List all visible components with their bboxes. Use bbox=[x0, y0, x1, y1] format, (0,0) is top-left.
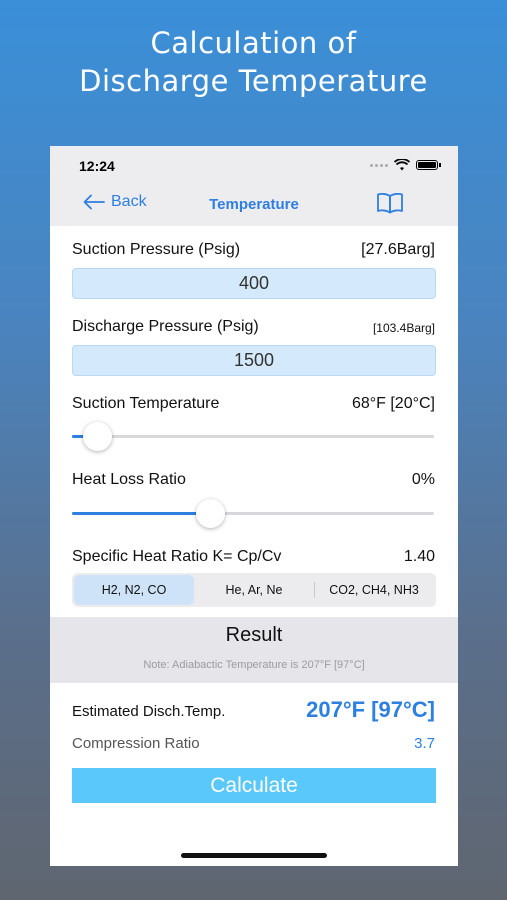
promo-headline bbox=[0, 24, 507, 100]
result-panel bbox=[50, 617, 458, 683]
home-indicator bbox=[181, 853, 327, 858]
wifi-icon bbox=[394, 159, 410, 171]
slider-thumb[interactable] bbox=[83, 422, 112, 451]
calculate-button[interactable]: Calculate bbox=[72, 768, 436, 803]
result-title: Result bbox=[225, 624, 283, 646]
status-bar bbox=[50, 146, 458, 186]
result-note: Note: Adiabactic Temperature is 207°F [97°C] bbox=[143, 659, 365, 671]
suction-pressure-converted: [27.6Barg] bbox=[361, 241, 435, 258]
status-time: 12:24 bbox=[79, 158, 115, 174]
gas-type-segmented-control bbox=[72, 573, 436, 607]
heat-loss-slider[interactable] bbox=[72, 512, 434, 515]
headline-line-1: Calculation of bbox=[150, 26, 357, 60]
suction-pressure-label: Suction Pressure (Psig) bbox=[72, 241, 241, 258]
specific-heat-label: Specific Heat Ratio K= Cp/Cv bbox=[72, 548, 282, 565]
suction-temperature-label: Suction Temperature bbox=[72, 395, 220, 412]
suction-pressure-input[interactable]: 400 bbox=[72, 268, 436, 299]
slider-thumb[interactable] bbox=[196, 499, 225, 528]
compression-ratio-label: Compression Ratio bbox=[72, 735, 200, 752]
specific-heat-value: 1.40 bbox=[403, 548, 435, 565]
suction-temperature-slider[interactable] bbox=[72, 435, 434, 438]
headline-line-2: Discharge Temperature bbox=[79, 64, 428, 98]
segment-co2-ch4-nh3[interactable]: CO2, CH4, NH3 bbox=[314, 575, 434, 605]
phone-screen bbox=[50, 146, 458, 866]
compression-ratio-value: 3.7 bbox=[414, 735, 435, 752]
discharge-pressure-input[interactable]: 1500 bbox=[72, 345, 436, 376]
nav-title: Temperature bbox=[209, 196, 299, 213]
segment-he-ar-ne[interactable]: He, Ar, Ne bbox=[225, 583, 283, 597]
estimated-temp-value: 207°F [97°C] bbox=[306, 697, 435, 722]
heat-loss-value: 0% bbox=[411, 471, 435, 488]
discharge-pressure-label: Discharge Pressure (Psig) bbox=[72, 318, 259, 335]
discharge-pressure-converted: [103.4Barg] bbox=[372, 321, 435, 335]
book-button[interactable] bbox=[376, 192, 404, 219]
segment-h2-n2-co[interactable]: H2, N2, CO bbox=[74, 575, 194, 605]
slider-fill bbox=[72, 512, 210, 515]
suction-temperature-value: 68°F [20°C] bbox=[351, 395, 435, 412]
book-icon bbox=[376, 192, 404, 214]
signal-icon bbox=[370, 164, 388, 167]
battery-icon bbox=[416, 160, 438, 170]
nav-bar bbox=[50, 186, 458, 226]
back-label: Back bbox=[111, 193, 147, 210]
heat-loss-label: Heat Loss Ratio bbox=[72, 471, 186, 488]
status-icons bbox=[370, 159, 438, 171]
estimated-temp-label: Estimated Disch.Temp. bbox=[72, 703, 226, 720]
